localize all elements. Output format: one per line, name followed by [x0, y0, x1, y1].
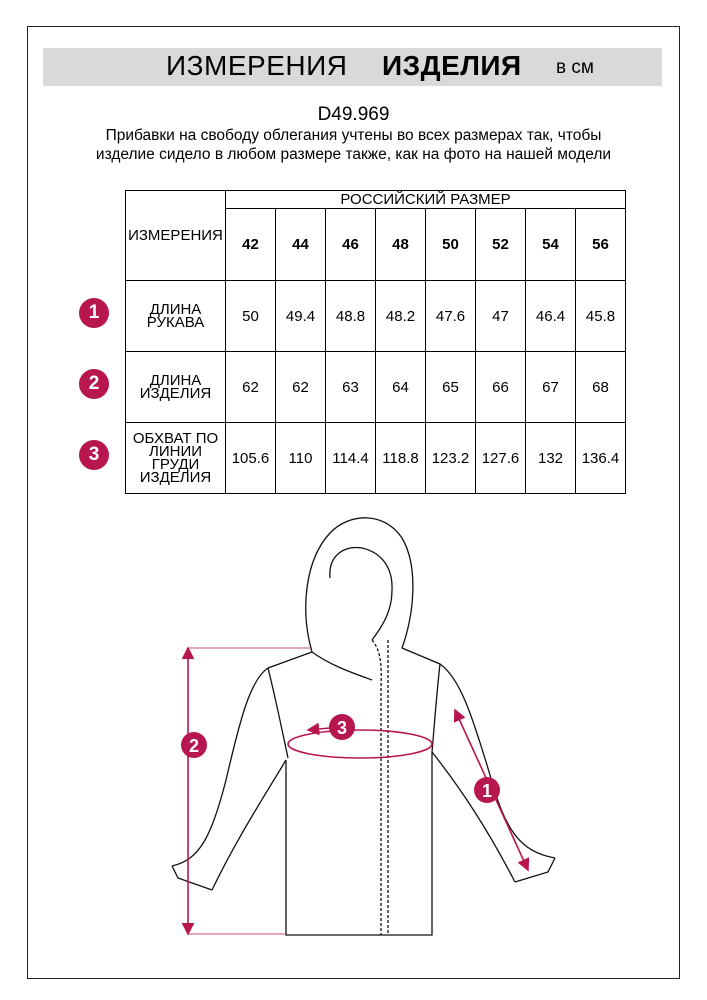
- size-cell: 42: [226, 209, 276, 281]
- marker-3: [329, 714, 355, 740]
- row-label: ДЛИНА РУКАВА: [126, 281, 226, 352]
- title-unit: в см: [556, 57, 594, 78]
- value-cell: 67: [526, 352, 576, 423]
- value-cell: 48.8: [326, 281, 376, 352]
- value-cell: 63: [326, 352, 376, 423]
- value-cell: 136.4: [576, 423, 626, 494]
- value-cell: 105.6: [226, 423, 276, 494]
- marker-3-label: 3: [336, 718, 348, 738]
- row-label: ДЛИНА ИЗДЕЛИЯ: [126, 352, 226, 423]
- value-cell: 114.4: [326, 423, 376, 494]
- value-cell: 47.6: [426, 281, 476, 352]
- value-cell: 45.8: [576, 281, 626, 352]
- value-cell: 127.6: [476, 423, 526, 494]
- chest-arrow: [308, 728, 330, 730]
- size-cell: 48: [376, 209, 426, 281]
- size-cell: 44: [276, 209, 326, 281]
- measure-badge-2: 2: [79, 369, 109, 399]
- value-cell: 123.2: [426, 423, 476, 494]
- value-cell: 110: [276, 423, 326, 494]
- size-cell: 52: [476, 209, 526, 281]
- size-cell: 46: [326, 209, 376, 281]
- value-cell: 48.2: [376, 281, 426, 352]
- row-label: ОБХВАТ ПО ЛИНИИ ГРУДИ ИЗДЕЛИЯ: [126, 423, 226, 494]
- value-cell: 62: [276, 352, 326, 423]
- measure-badge-1: 1: [79, 298, 109, 328]
- value-cell: 68: [576, 352, 626, 423]
- value-cell: 118.8: [376, 423, 426, 494]
- value-cell: 46.4: [526, 281, 576, 352]
- size-header: РОССИЙСКИЙ РАЗМЕР: [226, 191, 626, 209]
- title-product: ИЗДЕЛИЯ: [382, 50, 522, 81]
- size-cell: 50: [426, 209, 476, 281]
- value-cell: 47: [476, 281, 526, 352]
- marker-1: [474, 777, 500, 803]
- measure-badge-3: 3: [79, 440, 109, 470]
- title-measurements: ИЗМЕРЕНИЯ: [166, 50, 348, 81]
- measure-header: ИЗМЕРЕНИЯ: [126, 191, 226, 281]
- size-cell: 56: [576, 209, 626, 281]
- value-cell: 65: [426, 352, 476, 423]
- marker-2-label: 2: [188, 736, 200, 756]
- value-cell: 132: [526, 423, 576, 494]
- size-cell: 54: [526, 209, 576, 281]
- article-number: D49.969: [317, 104, 390, 125]
- value-cell: 62: [226, 352, 276, 423]
- jacket-outline: [172, 518, 555, 935]
- value-cell: 66: [476, 352, 526, 423]
- value-cell: 64: [376, 352, 426, 423]
- fit-note: Прибавки на свободу облегания учтены во всех размерах так, чтобы изделие сидело в любом размере также, как на фото на нашей модели: [95, 127, 612, 163]
- marker-1-label: 1: [481, 781, 493, 801]
- value-cell: 50: [226, 281, 276, 352]
- value-cell: 49.4: [276, 281, 326, 352]
- chest-ellipse: [288, 730, 432, 758]
- marker-2: [181, 732, 207, 758]
